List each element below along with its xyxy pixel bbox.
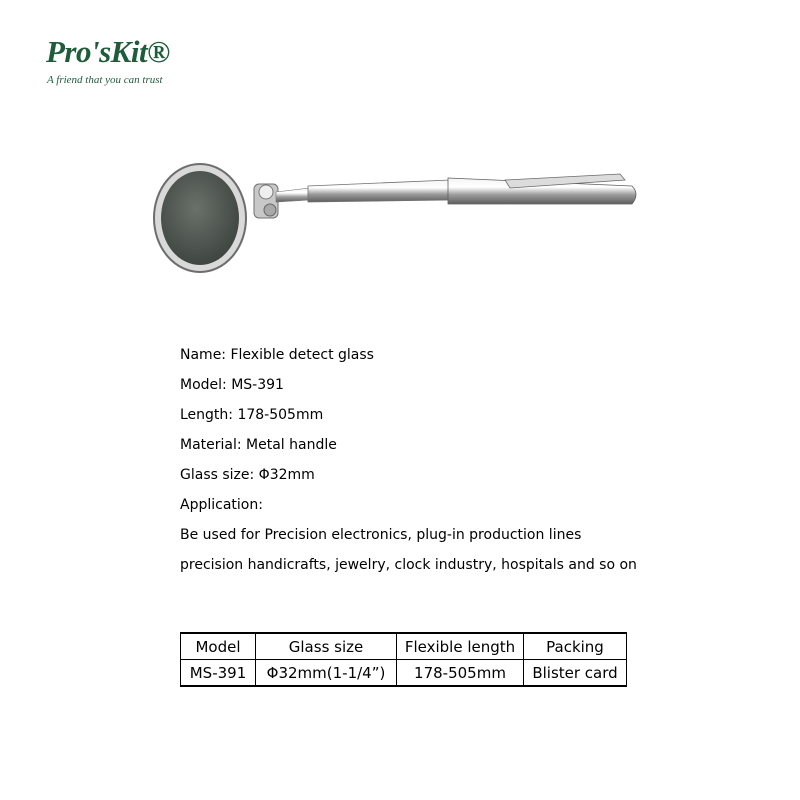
spec-application-label: Application:	[180, 497, 263, 513]
spec-table	[180, 632, 627, 687]
cell-glass-size: Φ32mm(1-1/4”)	[256, 660, 397, 687]
spec-glass-size: Glass size: Φ32mm	[180, 467, 315, 483]
spec-length: Length: 178-505mm	[180, 407, 324, 423]
cell-flexible-length: 178-505mm	[397, 660, 524, 687]
spec-name: Name: Flexible detect glass	[180, 347, 374, 363]
product-image	[150, 160, 650, 290]
cell-model: MS-391	[181, 660, 256, 687]
header-packing: Packing	[524, 633, 627, 660]
spec-list	[180, 340, 637, 580]
swivel-joint-icon	[254, 184, 278, 218]
cell-packing: Blister card	[524, 660, 627, 687]
spec-application-line-2: precision handicrafts, jewelry, clock industry, hospitals and so on	[180, 557, 637, 573]
header-flexible-length: Flexible length	[397, 633, 524, 660]
spec-application-line-1: Be used for Precision electronics, plug-in production lines	[180, 527, 582, 543]
table-header-row	[181, 633, 627, 660]
header-glass-size: Glass size	[256, 633, 397, 660]
mirror-icon	[154, 164, 246, 272]
telescopic-handle-icon	[276, 174, 636, 204]
logo-tagline: A friend that you can trust	[47, 74, 163, 86]
brand-logo	[46, 34, 206, 94]
logo-wordmark: Pro'sKit®	[46, 34, 170, 69]
spec-material: Material: Metal handle	[180, 437, 337, 453]
spec-model: Model: MS-391	[180, 377, 284, 393]
table-row	[181, 660, 627, 687]
header-model: Model	[181, 633, 256, 660]
